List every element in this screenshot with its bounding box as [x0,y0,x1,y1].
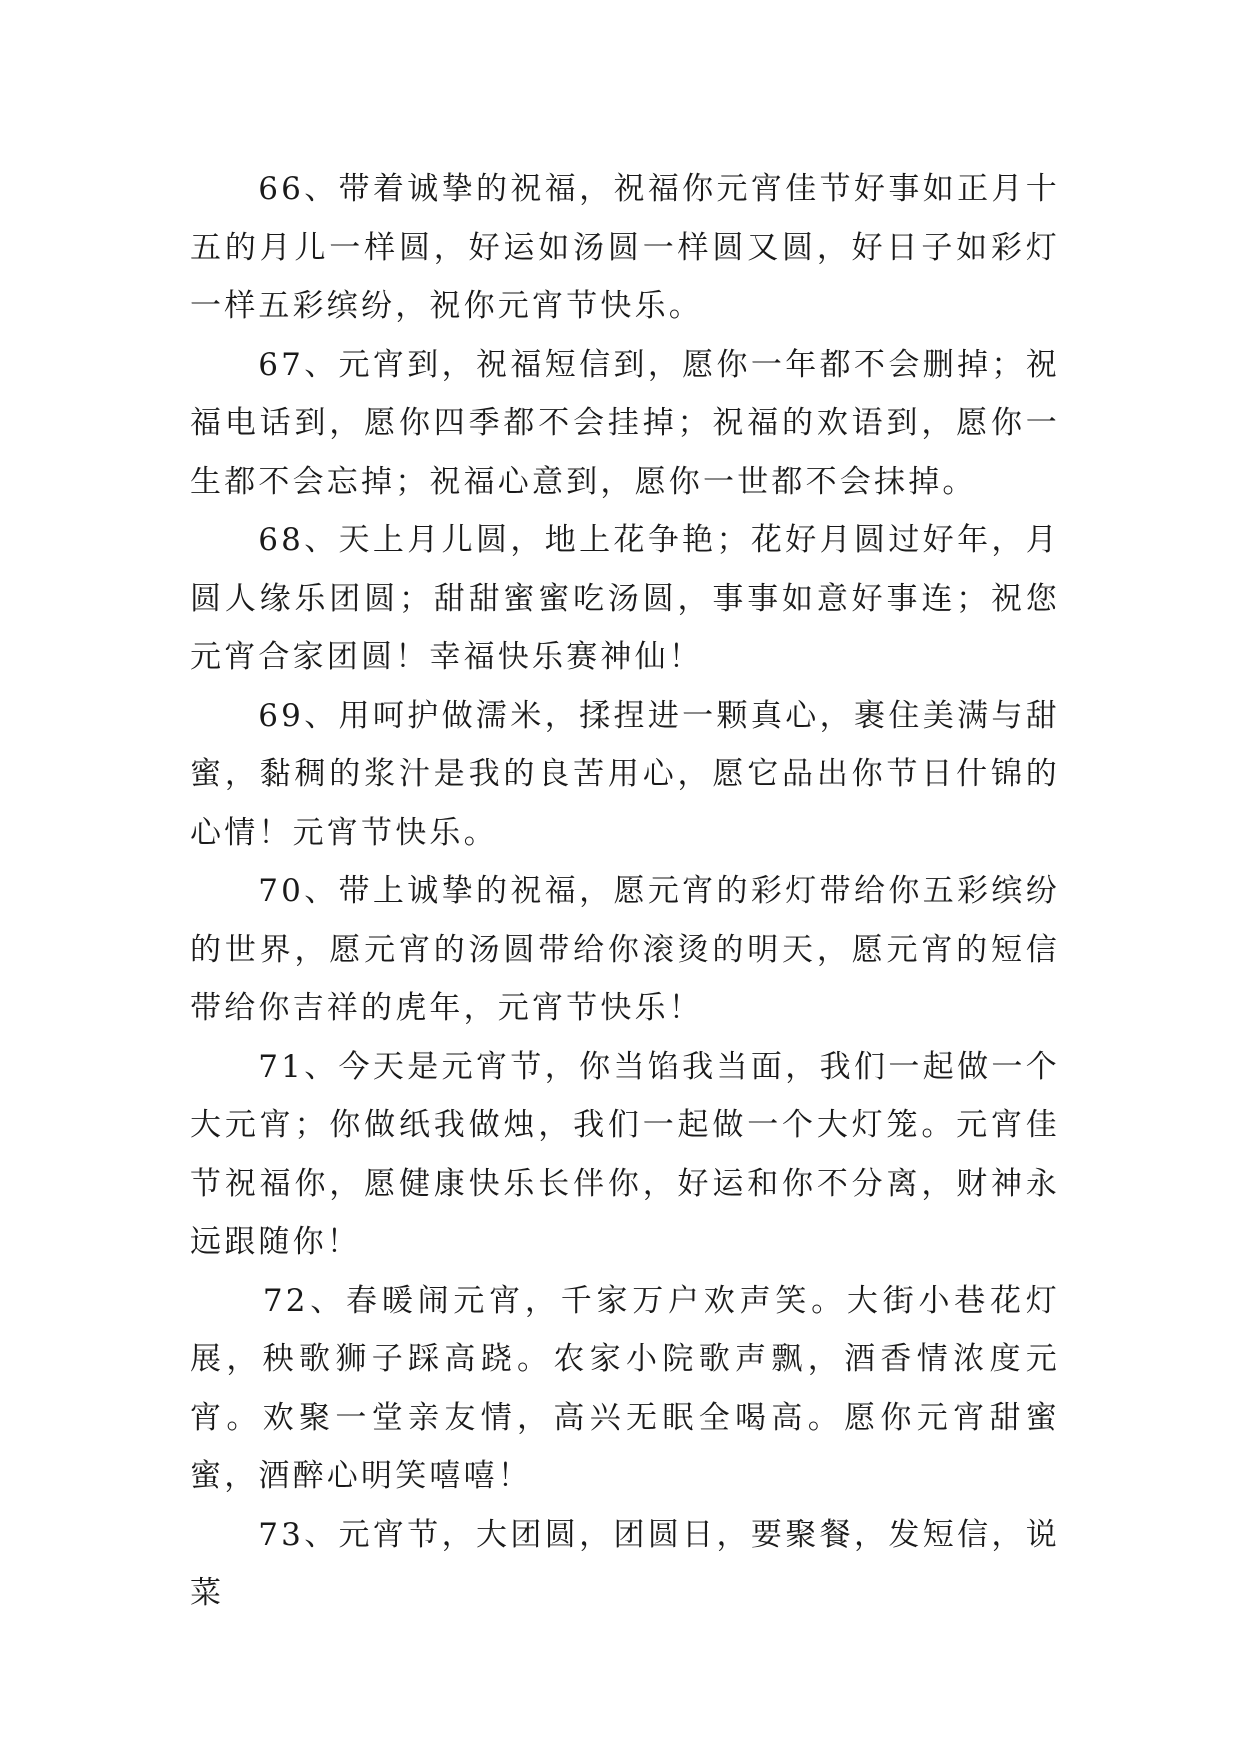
paragraph-68: 68、天上月儿圆，地上花争艳；花好月圆过好年，月圆人缘乐团圆；甜甜蜜蜜吃汤圆，事事如意好事连；祝您元宵合家团圆！幸福快乐赛神仙！ [190,522,1060,675]
paragraph-69: 69、用呵护做濡米，揉捏进一颗真心，裹住美满与甜蜜，黏稠的浆汁是我的良苦用心，愿它品出你节日什锦的心情！元宵节快乐。 [190,697,1060,851]
paragraph-66: 66、带着诚挚的祝福，祝福你元宵佳节好事如正月十五的月儿一样圆，好运如汤圆一样圆又圆，好日子如彩灯一样五彩缤纷，祝你元宵节快乐。 [190,171,1060,324]
paragraph-70: 70、带上诚挚的祝福，愿元宵的彩灯带给你五彩缤纷的世界，愿元宵的汤圆带给你滚烫的明天，愿元宵的短信带给你吉祥的虎年，元宵节快乐！ [190,873,1060,1026]
paragraph-73: 73、元宵节，大团圆，团圆日，要聚餐，发短信，说菜 [190,1516,1060,1611]
document-body [190,160,1060,1623]
paragraph-72: 72、春暖闹元宵，千家万户欢声笑。大街小巷花灯展，秧歌狮子踩高跷。农家小院歌声飘，酒香情浓度元宵。欢聚一堂亲友情，高兴无眠全喝高。愿你元宵甜蜜蜜，酒醉心明笑嘻嘻！ [190,1282,1060,1494]
paragraph-71: 71、今天是元宵节，你当馅我当面，我们一起做一个大元宵；你做纸我做烛，我们一起做一个大灯笼。元宵佳节祝福你，愿健康快乐长伴你，好运和你不分离，财神永远跟随你！ [190,1048,1060,1260]
paragraph-67: 67、元宵到，祝福短信到，愿你一年都不会删掉；祝福电话到，愿你四季都不会挂掉；祝福的欢语到，愿你一生都不会忘掉；祝福心意到，愿你一世都不会抹掉。 [190,346,1060,500]
